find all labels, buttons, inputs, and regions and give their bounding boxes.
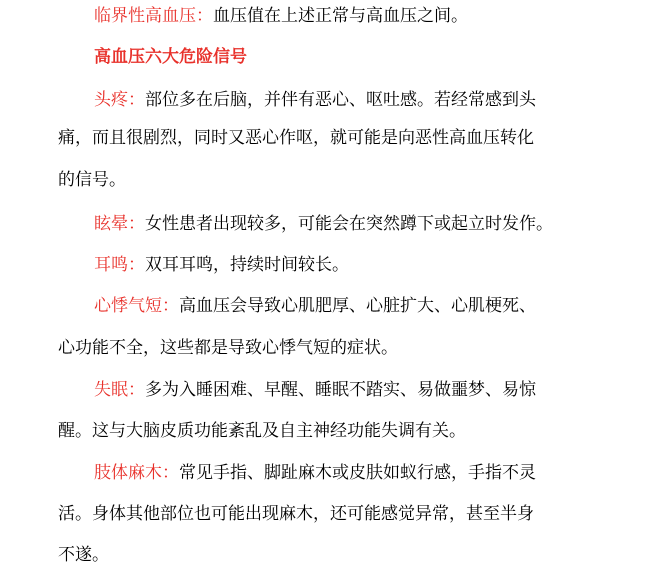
signal-headache-line-1: 部位多在后脑，并伴有恶心、呕吐感。若经常感到头 bbox=[145, 90, 536, 110]
section-heading: 高血压六大危险信号 bbox=[94, 47, 247, 67]
signal-headache-line-2: 痛，而且很剧烈，同时又恶心作呕，就可能是向恶性高血压转化 bbox=[58, 128, 534, 148]
signal-dizziness-term: 眩晕： bbox=[94, 214, 145, 234]
intro-text: 血压值在上述正常与高血压之间。 bbox=[213, 6, 468, 26]
signal-insomnia-line-2: 醒。这与大脑皮质功能紊乱及自主神经功能失调有关。 bbox=[58, 421, 466, 441]
signal-numbness-line-1: 常见手指、脚趾麻木或皮肤如蚁行感，手指不灵 bbox=[179, 463, 536, 483]
signal-numbness-line-2: 活。身体其他部位也可能出现麻木，还可能感觉异常，甚至半身 bbox=[58, 504, 534, 524]
signal-palpitation-term: 心悸气短： bbox=[94, 296, 179, 316]
signal-tinnitus bbox=[0, 251, 661, 279]
signal-numbness bbox=[0, 459, 661, 487]
signal-insomnia-line-1: 多为入睡困难、早醒、睡眠不踏实、易做噩梦、易惊 bbox=[145, 380, 536, 400]
signal-palpitation-line-2: 心功能不全，这些都是导致心悸气短的症状。 bbox=[58, 338, 398, 358]
signal-dizziness-line-1: 女性患者出现较多，可能会在突然蹲下或起立时发作。 bbox=[145, 214, 553, 234]
signal-dizziness bbox=[0, 210, 661, 238]
signal-palpitation bbox=[0, 292, 661, 320]
signal-numbness-line-3: 不遂。 bbox=[58, 545, 109, 565]
signal-numbness-term: 肢体麻木： bbox=[94, 463, 179, 483]
signal-headache bbox=[0, 86, 661, 114]
intro-paragraph bbox=[0, 2, 661, 30]
signal-tinnitus-line-1: 双耳耳鸣，持续时间较长。 bbox=[145, 255, 349, 275]
signal-palpitation-line-1: 高血压会导致心肌肥厚、心脏扩大、心肌梗死、 bbox=[179, 296, 536, 316]
signal-headache-line-3: 的信号。 bbox=[58, 170, 126, 190]
signal-insomnia-term: 失眠： bbox=[94, 380, 145, 400]
signal-headache-term: 头疼： bbox=[94, 90, 145, 110]
intro-term: 临界性高血压： bbox=[94, 6, 213, 26]
signal-insomnia bbox=[0, 376, 661, 404]
signal-tinnitus-term: 耳鸣： bbox=[94, 255, 145, 275]
